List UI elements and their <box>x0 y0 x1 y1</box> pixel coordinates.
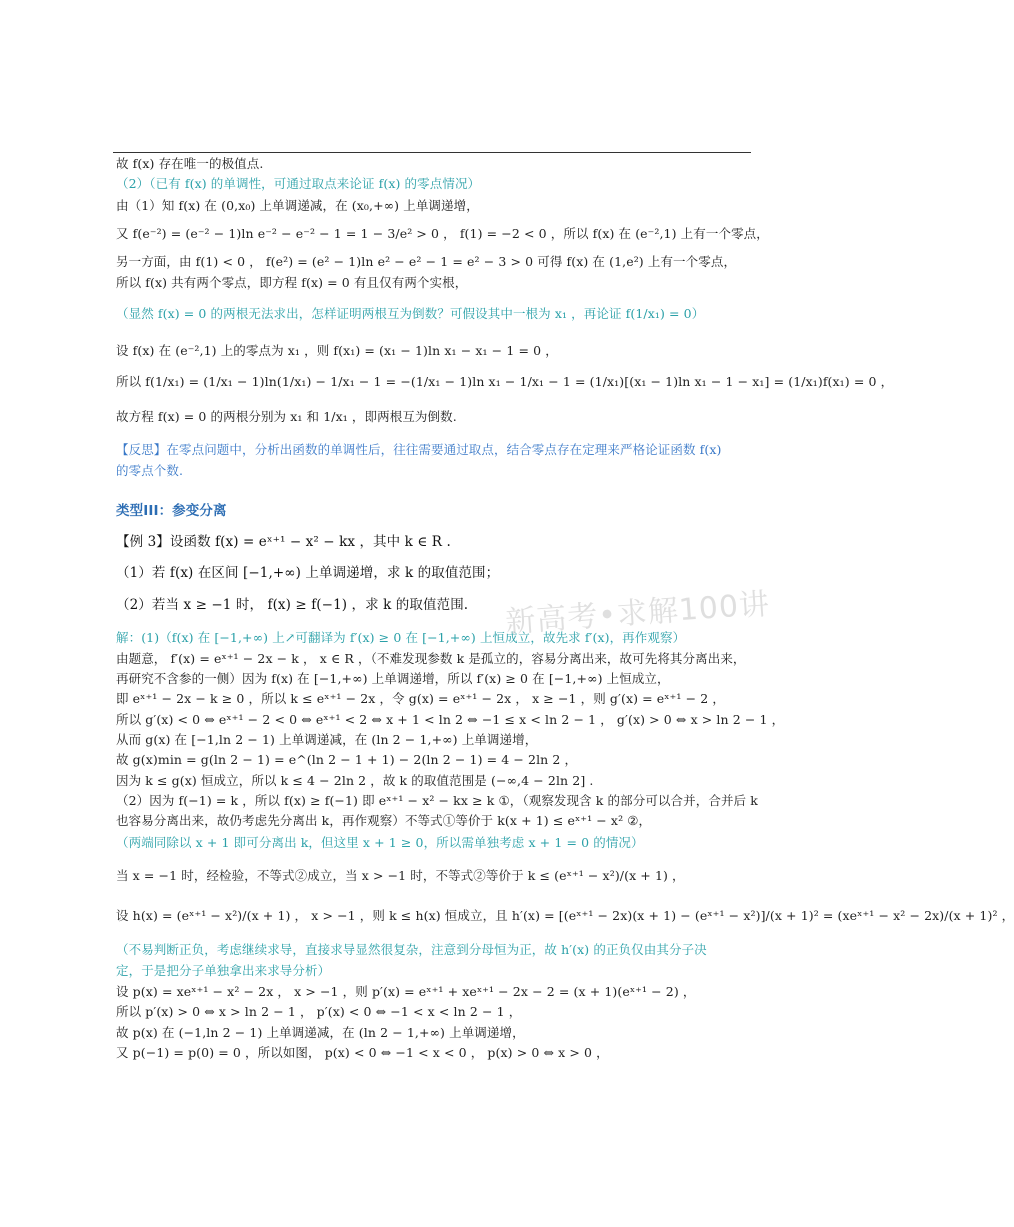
watermark: 新高考•求解100讲 <box>504 586 772 641</box>
text-line: （显然 f(x) = 0 的两根无法求出，怎样证明两根互为倒数？可假设其中一根为 x₁ ，再论证 f(1/x₁) = 0） <box>116 306 705 321</box>
text-line: 【例 3】设函数 f(x) = eˣ⁺¹ − x² − kx ，其中 k ∈ R . <box>116 534 451 550</box>
text-line: 又 p(−1) = p(0) = 0 ，所以如图， p(x) < 0 ⇔ −1 < x < 0 ， p(x) > 0 ⇔ x > 0 ， <box>116 1045 609 1060</box>
text-line: 由题意， f′(x) = eˣ⁺¹ − 2x − k ， x ∈ R ，（不难发现参数 k 是孤立的，容易分离出来，故可先将其分离出来， <box>116 651 746 666</box>
text-line: 定，于是把分子单独拿出来求导分析） <box>116 963 331 978</box>
text-line: 类型III：参变分离 <box>116 503 227 519</box>
text-line: （两端同除以 x + 1 即可分离出 k，但这里 x + 1 ≥ 0，所以需单独考虑 x + 1 = 0 的情况） <box>116 835 644 850</box>
text-line: 故 g(x)min = g(ln 2 − 1) = e^(ln 2 − 1 + 1) − 2(ln 2 − 1) = 4 − 2ln 2 ， <box>116 752 578 767</box>
text-line: 也容易分离出来，故仍考虑先分离出 k，再作观察）不等式①等价于 k(x + 1) ≤ eˣ⁺¹ − x² ②， <box>116 813 652 828</box>
text-line: 即 eˣ⁺¹ − 2x − k ≥ 0 ，所以 k ≤ eˣ⁺¹ − 2x ，令 g(x) = eˣ⁺¹ − 2x ， x ≥ −1 ，则 g′(x) = eˣ⁺¹ − 2 ， <box>116 691 725 706</box>
text-line: （2）因为 f(−1) = k ，所以 f(x) ≥ f(−1) 即 eˣ⁺¹ − x² − kx ≥ k ①，（观察发现含 k 的部分可以合并，合并后 k <box>116 793 758 808</box>
text-line: （不易判断正负，考虑继续求导，直接求导显然很复杂，注意到分母恒为正，故 h′(x) 的正负仅由其分子决 <box>116 942 707 957</box>
text-line: 所以 g′(x) < 0 ⇔ eˣ⁺¹ − 2 < 0 ⇔ eˣ⁺¹ < 2 ⇔ x + 1 < ln 2 ⇔ −1 ≤ x < ln 2 − 1 ， g′(x) > 0 ⇔ x > ln 2 − 1 ， <box>116 712 785 727</box>
text-line: 故 f(x) 存在唯一的极值点. <box>116 156 264 171</box>
text-line: 设 h(x) = (eˣ⁺¹ − x²)/(x + 1) ， x > −1 ，则 k ≤ h(x) 恒成立，且 h′(x) = [(eˣ⁺¹ − 2x)(x + 1) − (eˣ⁺¹ − x²)]/(x + 1)² = (xeˣ⁺¹ − x² − 2x)/(x + 1)² ， <box>116 908 1014 923</box>
text-line: （2）若当 x ≥ −1 时， f(x) ≥ f(−1) ，求 k 的取值范围. <box>116 597 469 613</box>
text-line: 的零点个数. <box>116 463 184 478</box>
text-line: （2）（已有 f(x) 的单调性，可通过取点来论证 f(x) 的零点情况） <box>116 176 481 191</box>
text-line: 从而 g(x) 在 [−1,ln 2 − 1) 上单调递减，在 (ln 2 − 1,+∞) 上单调递增， <box>116 732 538 747</box>
text-line: 由（1）知 f(x) 在 (0,x₀) 上单调递减，在 (x₀,+∞) 上单调递增， <box>116 198 479 213</box>
text-line: 【反思】在零点问题中，分析出函数的单调性后，往往需要通过取点，结合零点存在定理来严格论证函数 f(x) <box>116 442 722 457</box>
text-line: 所以 f(1/x₁) = (1/x₁ − 1)ln(1/x₁) − 1/x₁ − 1 = −(1/x₁ − 1)ln x₁ − 1/x₁ − 1 = (1/x₁)[(x₁ − 1)ln x₁ − 1 − x₁] = (1/x₁)f(x₁) = 0 ， <box>116 374 894 389</box>
text-line: 故 p(x) 在 (−1,ln 2 − 1) 上单调递减，在 (ln 2 − 1,+∞) 上单调递增， <box>116 1025 525 1040</box>
text-line: 故方程 f(x) = 0 的两根分别为 x₁ 和 1/x₁ ，即两根互为倒数. <box>116 409 457 424</box>
text-line: （1）若 f(x) 在区间 [−1,+∞) 上单调递增，求 k 的取值范围； <box>116 565 500 581</box>
text-line: 所以 p′(x) > 0 ⇔ x > ln 2 − 1 ， p′(x) < 0 ⇔ −1 < x < ln 2 − 1 ， <box>116 1004 522 1019</box>
text-line: 又 f(e⁻²) = (e⁻² − 1)ln e⁻² − e⁻² − 1 = 1 − 3/e² > 0 ， f(1) = −2 < 0 ，所以 f(x) 在 (e⁻²,1) 上有一个零点， <box>116 226 769 241</box>
text-line: 当 x = −1 时，经检验，不等式②成立，当 x > −1 时，不等式②等价于 k ≤ (eˣ⁺¹ − x²)/(x + 1) ， <box>116 868 685 883</box>
text-line: 设 p(x) = xeˣ⁺¹ − x² − 2x ， x > −1 ，则 p′(x) = eˣ⁺¹ + xeˣ⁺¹ − 2x − 2 = (x + 1)(eˣ⁺¹ − 2) ， <box>116 984 696 999</box>
text-line: 另一方面，由 f(1) < 0 ， f(e²) = (e² − 1)ln e² − e² − 1 = e² − 3 > 0 可得 f(x) 在 (1,e²) 上有一个零点， <box>116 254 737 269</box>
text-line: 再研究不含参的一侧）因为 f(x) 在 [−1,+∞) 上单调递增，所以 f′(x) ≥ 0 在 [−1,+∞) 上恒成立， <box>116 671 670 686</box>
text-line: 设 f(x) 在 (e⁻²,1) 上的零点为 x₁ ，则 f(x₁) = (x₁ − 1)ln x₁ − x₁ − 1 = 0 ， <box>116 343 558 358</box>
text-line: 因为 k ≤ g(x) 恒成立，所以 k ≤ 4 − 2ln 2 ，故 k 的取值范围是 (−∞,4 − 2ln 2] . <box>116 773 594 788</box>
text-line: 解：(1)（f(x) 在 [−1,+∞) 上↗可翻译为 f′(x) ≥ 0 在 [−1,+∞) 上恒成立，故先求 f′(x)，再作观察） <box>116 630 686 645</box>
header-rule <box>113 152 751 153</box>
text-line: 所以 f(x) 共有两个零点，即方程 f(x) = 0 有且仅有两个实根， <box>116 275 468 290</box>
